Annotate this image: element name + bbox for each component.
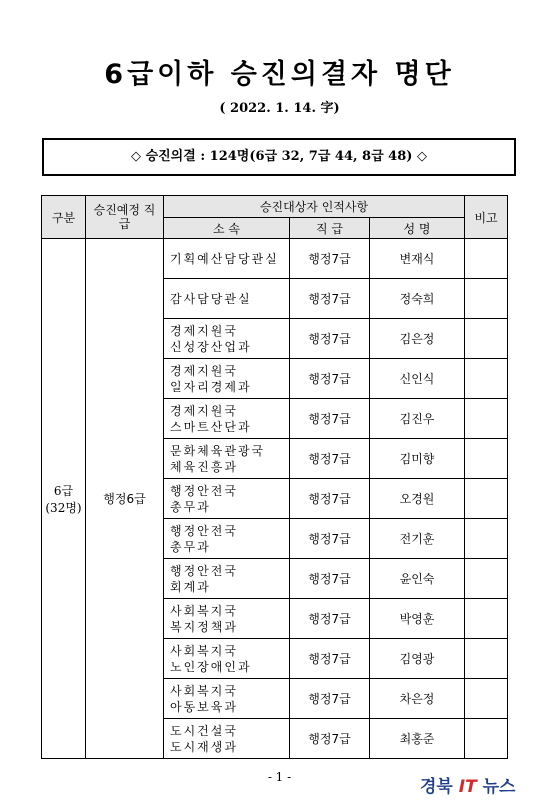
cell-name: 신인식 [370,359,465,399]
promotion-table [41,195,508,759]
group-scheduled-rank: 행정6급 [86,239,164,759]
header-remarks: 비고 [465,196,508,239]
cell-affiliation: 행정안전국 회계과 [164,559,290,599]
cell-rank: 행정7급 [290,279,370,319]
cell-rank: 행정7급 [290,559,370,599]
cell-name: 전기훈 [370,519,465,559]
cell-affiliation: 감사담당관실 [164,279,290,319]
cell-remarks [465,599,508,639]
cell-affiliation: 행정안전국 총무과 [164,519,290,559]
header-rank: 직 급 [290,218,370,239]
cell-name: 김영광 [370,639,465,679]
cell-affiliation: 사회복지국 복지정책과 [164,599,290,639]
cell-affiliation: 사회복지국 아동보육과 [164,679,290,719]
group-category: 6급 (32명) [42,239,86,759]
cell-remarks [465,319,508,359]
cell-remarks [465,439,508,479]
cell-affiliation: 기획예산담당관실 [164,239,290,279]
cell-affiliation: 경제지원국 신성장산업과 [164,319,290,359]
cell-affiliation: 행정안전국 총무과 [164,479,290,519]
cell-rank: 행정7급 [290,439,370,479]
cell-affiliation: 문화체육관광국 체육진흥과 [164,439,290,479]
cell-name: 오경원 [370,479,465,519]
cell-rank: 행정7급 [290,239,370,279]
cell-affiliation: 경제지원국 스마트산단과 [164,399,290,439]
cell-name: 박영훈 [370,599,465,639]
cell-rank: 행정7급 [290,679,370,719]
header-category: 구분 [42,196,86,239]
cell-remarks [465,559,508,599]
cell-name: 정숙희 [370,279,465,319]
cell-rank: 행정7급 [290,519,370,559]
cell-rank: 행정7급 [290,639,370,679]
cell-rank: 행정7급 [290,719,370,759]
header-scheduled-rank: 승진예정 직 급 [86,196,164,239]
summary-box: ◇ 승진의결 : 124명(6급 32, 7급 44, 8급 48) ◇ [42,138,516,176]
page-number: - 1 - [267,770,292,784]
header-target-info: 승진대상자 인적사항 [164,196,465,218]
cell-remarks [465,479,508,519]
cell-rank: 행정7급 [290,479,370,519]
cell-affiliation: 경제지원국 일자리경제과 [164,359,290,399]
cell-affiliation: 도시건설국 도시재생과 [164,719,290,759]
cell-name: 김진우 [370,399,465,439]
cell-rank: 행정7급 [290,399,370,439]
cell-remarks [465,519,508,559]
document-date: ( 2022. 1. 14. 字) [219,101,340,116]
cell-remarks [465,359,508,399]
cell-affiliation: 사회복지국 노인장애인과 [164,639,290,679]
header-name: 성 명 [370,218,465,239]
document-title: 6급이하 승진의결자 명단 [104,59,455,90]
cell-remarks [465,239,508,279]
cell-remarks [465,279,508,319]
cell-remarks [465,639,508,679]
cell-rank: 행정7급 [290,599,370,639]
cell-remarks [465,679,508,719]
cell-name: 차은정 [370,679,465,719]
cell-rank: 행정7급 [290,319,370,359]
news-logo: 경북 IT 뉴스 [420,777,516,797]
table-row [42,239,508,279]
cell-name: 변재식 [370,239,465,279]
cell-name: 윤인숙 [370,559,465,599]
cell-name: 김미향 [370,439,465,479]
cell-remarks [465,399,508,439]
cell-remarks [465,719,508,759]
cell-name: 김은정 [370,319,465,359]
cell-name: 최홍준 [370,719,465,759]
cell-rank: 행정7급 [290,359,370,399]
header-affiliation: 소 속 [164,218,290,239]
